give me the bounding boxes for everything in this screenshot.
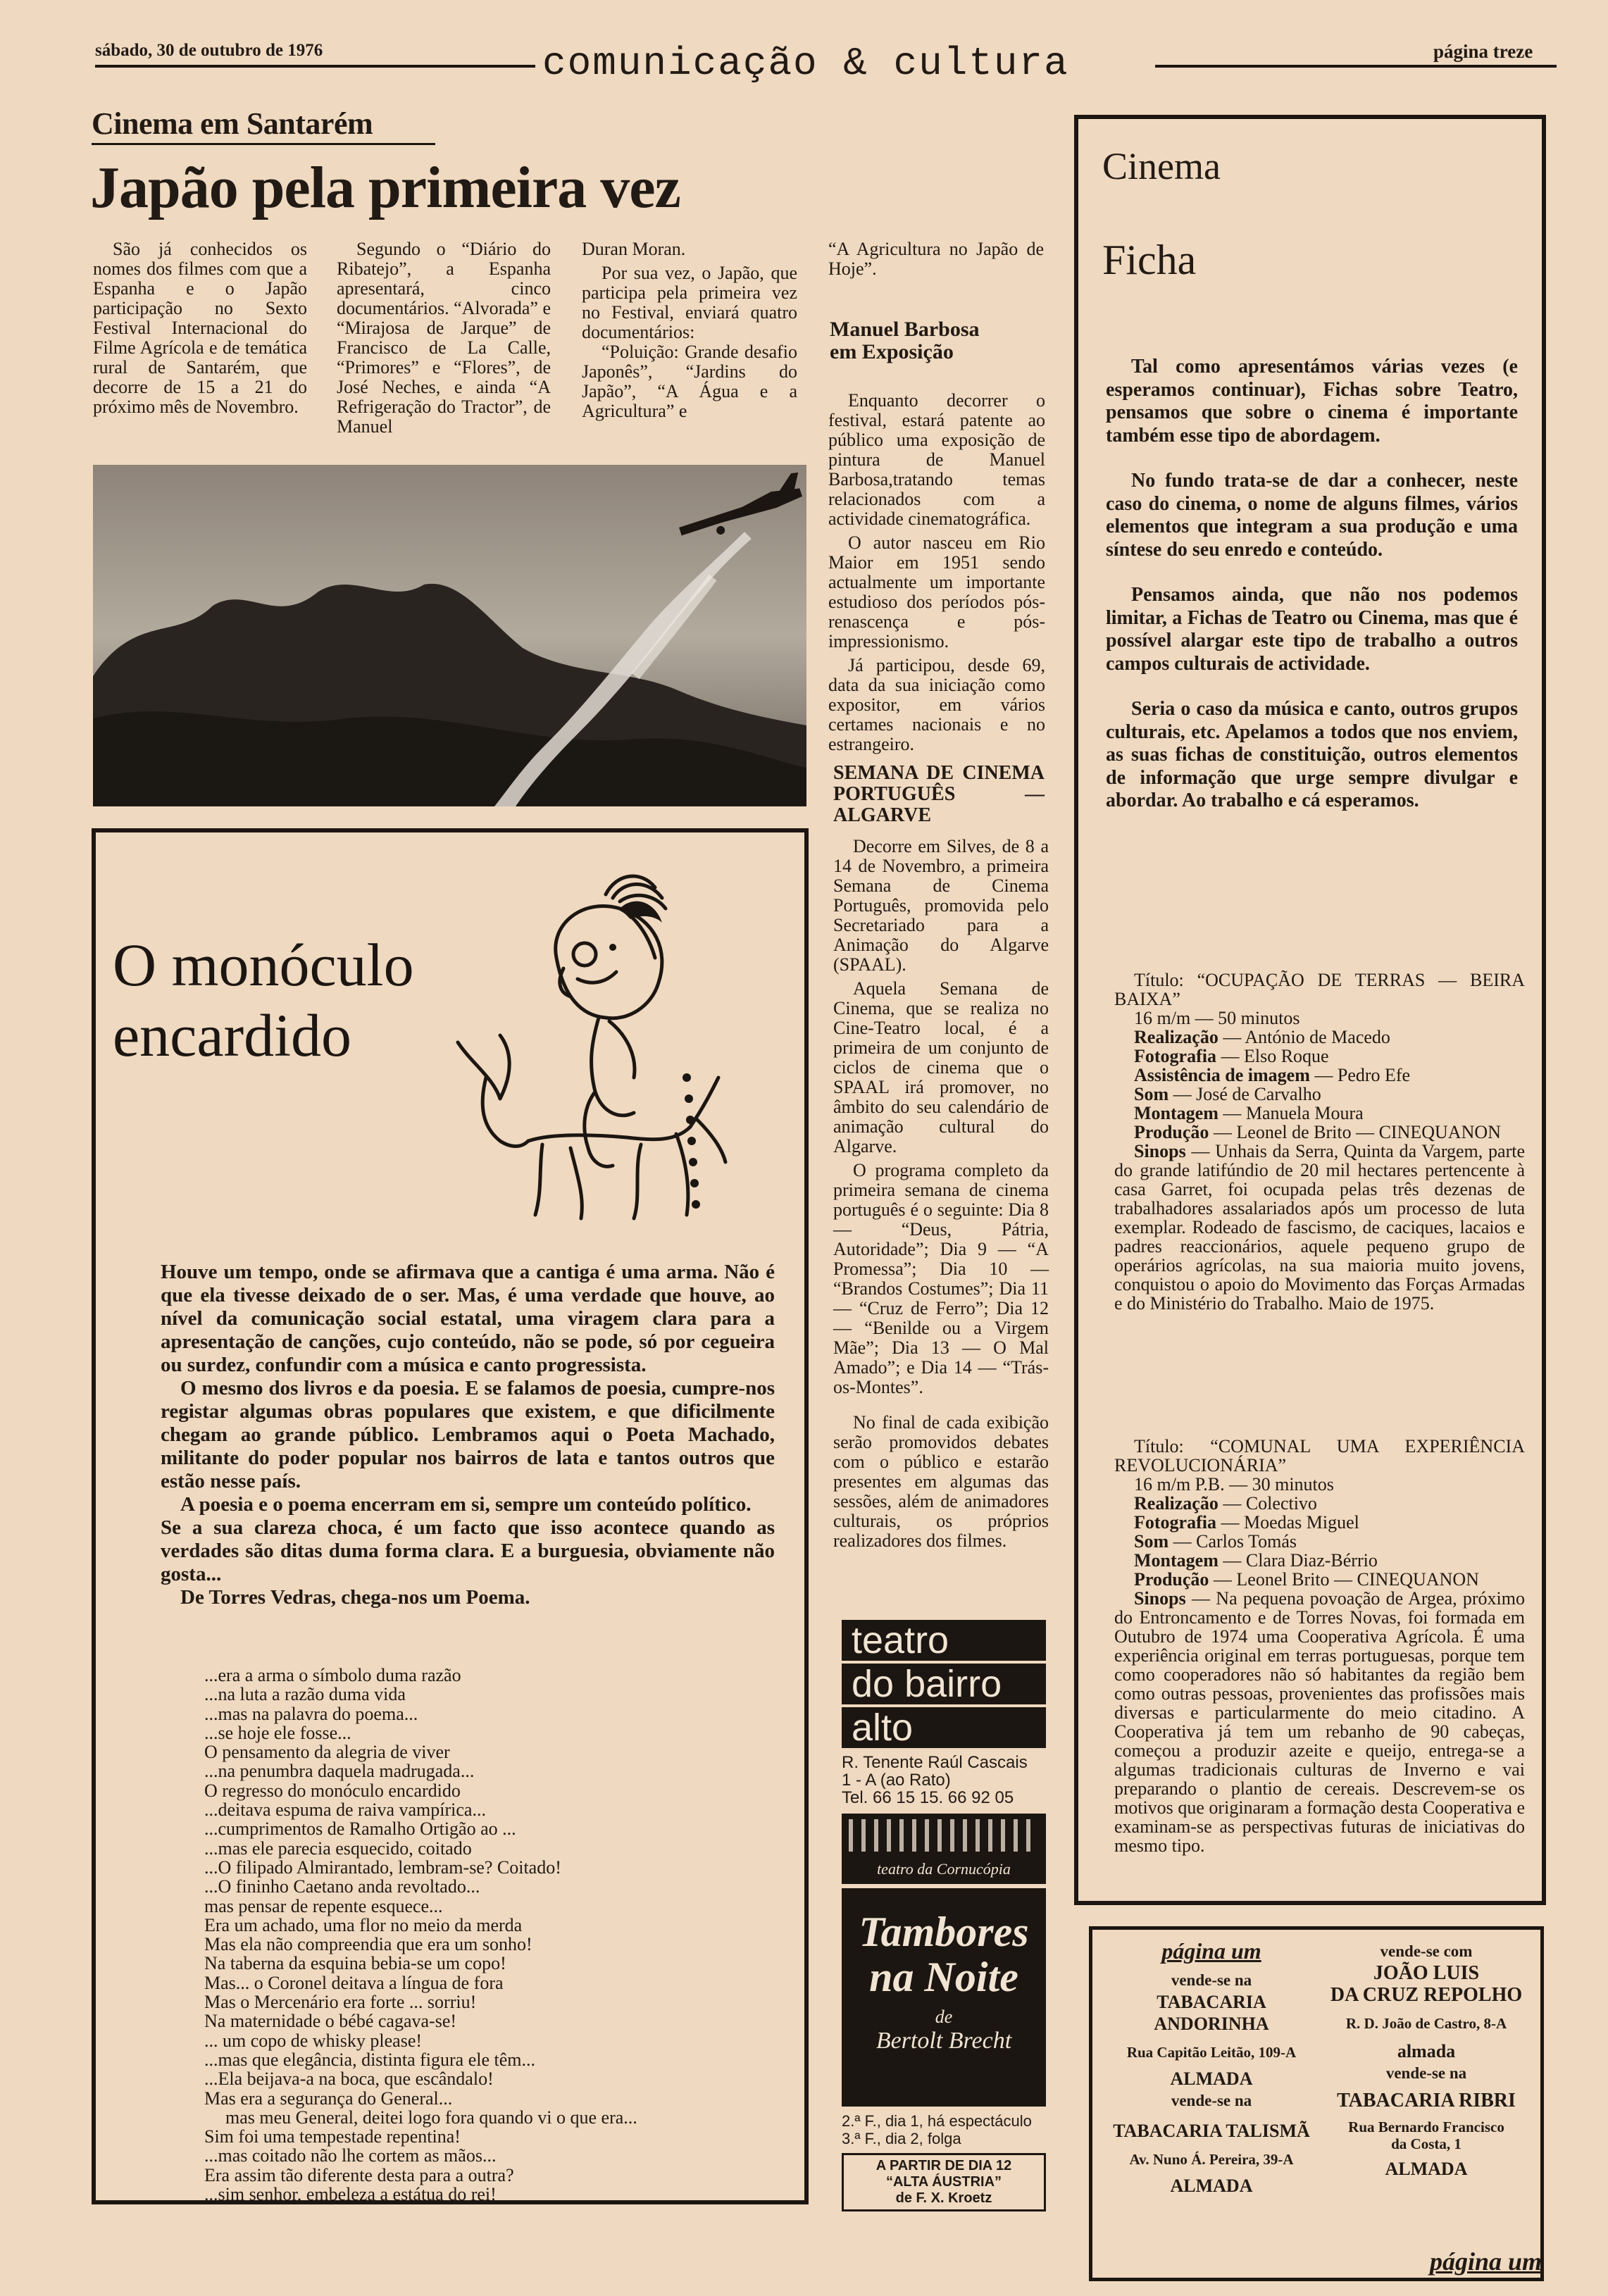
sales-line: TABACARIA TALISMÃ (1113, 2121, 1310, 2141)
poem-line: Na taberna da esquina bebia-se um copo! (204, 1953, 506, 1974)
credit-value: — Elso Roque (1216, 1046, 1329, 1066)
schedule-line: 3.ª F., dia 2, folga (842, 2130, 961, 2147)
title-line: encardido (113, 1002, 352, 1069)
credit-label: Fotografia (1134, 1512, 1216, 1533)
poem-line: Mas... o Coronel deitava a língua de fora (204, 1972, 504, 1993)
monoculo-title (113, 930, 414, 1071)
credit-value: — Clara Diaz-Bérrio (1218, 1550, 1378, 1571)
monoculo-body (161, 1261, 775, 1609)
play-title-line: Tambores (859, 1909, 1029, 1955)
credit-label: Sinops (1134, 1141, 1186, 1161)
sales-line: almada (1397, 2041, 1456, 2061)
teatro-name-line: do bairro (842, 1664, 1046, 1704)
paragraph: De Torres Vedras, chega-nos um Poema. (180, 1586, 530, 1609)
credit-value: — Moedas Miguel (1216, 1512, 1359, 1533)
film-title: Título: “OCUPAÇÃO DE TERRAS — BEIRA BAIXA” (1114, 970, 1525, 1009)
paragraph: O programa completo da primeira semana de cinema português é o seguinte: Dia 8 — “Deus, Pátria, Autoridade”; Dia 9 — “A Promessa”; Dia 10 — “Brandos Costumes”; Dia 11 — “Cruz de Ferro”; Dia 12 — “Benilde ou a Virgem Mãe”; Dia 13 — O Mal Amado”; e Dia 14 — “Trás-os-Montes”. (833, 1160, 1049, 1397)
sales-line: Rua Capitão Leitão, 109-A (1126, 2044, 1297, 2061)
credit-label: Montagem (1134, 1550, 1219, 1571)
credit-label: Produção (1134, 1569, 1209, 1590)
header-rule-left (95, 65, 535, 68)
paragraph: No fundo trata-se de dar a conhecer, neste caso do cinema, o nome de alguns filmes, vários elementos que integram a sua produção e uma síntese do seu enredo e conteúdo. (1106, 470, 1518, 561)
poem-line: ...sim senhor, embeleza a estátua do rei! (204, 2184, 497, 2205)
credit-value: — José de Carvalho (1168, 1084, 1321, 1104)
poem-line: ...mas na palavra do poema... (204, 1703, 418, 1724)
poem-line: ... um copo de whisky please! (204, 2030, 423, 2051)
article-col-4 (828, 239, 1044, 283)
headline: Japão pela primeira vez (90, 155, 680, 220)
poem-line: mas meu General, deitei logo fora quando vi o que era... (225, 2107, 637, 2128)
credit-value: — Manuela Moura (1218, 1103, 1364, 1123)
credit-label: Som (1134, 1084, 1169, 1104)
poem-line: ...deitava espuma de raiva vampírica... (204, 1799, 486, 1821)
film-credit (1114, 1104, 1525, 1123)
schedule (842, 2112, 1046, 2147)
poem-line: ...na luta a razão duma vida (204, 1684, 406, 1705)
credit-value: — Pedro Efe (1309, 1065, 1411, 1085)
title-line: Manuel Barbosa (830, 318, 980, 341)
barbosa-body (828, 391, 1045, 759)
header-rule-right (1155, 65, 1557, 68)
poem-line: ...mas coitado não lhe cortem as mãos... (204, 2145, 497, 2166)
paragraph: Tal como apresentámos várias vezes (e esperamos continuar), Fichas sobre Teatro, pensamos que sobre o cinema é importante também esse tipo de abordagem. (1106, 356, 1518, 447)
paragraph: Se a sua clareza choca, é um facto que isso acontece quando as verdades são ditas duma forma clara. E a burguesia, obviamente não gosta... (161, 1516, 775, 1585)
teatro-name (842, 1620, 1046, 1748)
next-line: de F. X. Kroetz (895, 2190, 992, 2206)
film-format: 16 m/m P.B. — 30 minutos (1134, 1474, 1334, 1495)
sales-line: R. D. João de Castro, 8-A (1345, 2015, 1507, 2032)
article-col-2 (337, 239, 551, 441)
film-credit (1114, 1028, 1525, 1047)
film-format: 16 m/m — 50 minutos (1134, 1008, 1300, 1028)
paragraph: Duran Moran. (582, 239, 686, 259)
paragraph: “Poluição: Grande desafio Japonês”, “Jardins do Japão”, “A Água e a Agricultura” e (582, 342, 797, 421)
play-title-line: na Noite (869, 1954, 1018, 2000)
sales-line: vende-se na (1171, 2092, 1252, 2109)
sales-line: ALMADA (1170, 2176, 1253, 2196)
film-synopsis (1114, 1589, 1525, 1855)
sales-line: vende-se na (1171, 1971, 1252, 1989)
poem-line: O pensamento da alegria de viver (204, 1742, 450, 1763)
ficha-film-1 (1114, 971, 1525, 1313)
schedule-line: 2.ª F., dia 1, há espectáculo (842, 2112, 1032, 2130)
paragraph: Enquanto decorrer o festival, estará patente ao público uma exposição de pintura de Manuel Barbosa,tratando temas relacionados com a actividade cinematográfica. (828, 390, 1045, 529)
footer-logo: página um (1430, 2247, 1542, 2276)
film-credit (1114, 1513, 1525, 1532)
paragraph: Pensamos ainda, que não nos podemos limitar, a Fichas de Teatro ou Cinema, mas que é possível alargar este tipo de trabalho a outros campos culturais de actividade. (1106, 584, 1518, 675)
sales-line: JOÃO LUIS (1373, 1962, 1480, 1984)
paragraph: Segundo o “Diário do Ribatejo”, a Espanha apresentará, cinco documentários. “Alvorada” e “Mirajosa de Jarque” de Francisco de La Calle, “Primores” e “Flores”, de José Neches, e ainda “A Refrigeração do Tractor”, de Manuel (337, 239, 551, 437)
header-date: sábado, 30 de outubro de 1976 (95, 41, 323, 60)
paragraph: Houve um tempo, onde se afirmava que a cantiga é uma arma. Não é que ela tivesse deixado de o ser. Mas, é uma verdade que houve, ao nível da comunicação social estatal, uma viragem clara para a apresentação de canções, cujo conteúdo, não se pode, só por cegueira ou surdez, confundir com a música e canto progressista. (161, 1261, 775, 1376)
poem-line: mas pensar de repente esquece... (204, 1895, 443, 1916)
film-credit (1114, 1551, 1525, 1570)
header-page: página treze (1433, 41, 1533, 62)
kicker-rule (92, 143, 435, 145)
title-line: O monóculo (113, 931, 414, 999)
address-line: R. Tenente Raúl Cascais (842, 1753, 1028, 1772)
credit-value: — Colectivo (1218, 1493, 1317, 1514)
kicker: Cinema em Santarém (92, 106, 373, 141)
credit-label: Realização (1134, 1493, 1219, 1514)
poem-line: Mas ela não compreendia que era um sonho! (204, 1934, 532, 1955)
poem-line: Era um achado, uma flor no meio da merda (204, 1914, 523, 1935)
poem-line: Sim foi uma tempestade repentina! (204, 2126, 461, 2147)
teatro-address (842, 1754, 1046, 1807)
credit-value: — Leonel Brito — CINEQUANON (1209, 1569, 1479, 1590)
film-credit (1114, 1532, 1525, 1551)
poem-line: ...mas que elegância, distinta figura ele têm... (204, 2049, 535, 2070)
paragraph: No final de cada exibição serão promovidos debates com o público e estarão presentes em algumas das sessões, além de animadores culturais, os próprios realizadores dos filmes. (833, 1412, 1049, 1551)
caricature-illustration (444, 866, 740, 1233)
paragraph: Seria o caso da música e canto, outros grupos culturais, etc. Apelamos a todos que nos enviem, as suas fichas de constituição, outros elementos de informação que urge sempre divulgar e abordar. Ao trabalho e cá esperamos. (1106, 698, 1518, 811)
credit-label: Montagem (1134, 1103, 1219, 1123)
credit-value: — Unhais da Serra, Quinta da Vargem, parte do grande latifúndio de 20 mil hectares pertencente à casa Garret, foi ocupada pelas três dezenas de trabalhadores assalariados após um processo de luta exemplar. Rodeado de fascismo, de caciques, lacaios e padres reaccionários, aquele pequeno grupo de operários agrícolas, na sua maioria muito jovens, conquistou o apoio do Movimento das Forças Armadas e do Ministério do Trabalho. Maio de 1975. (1114, 1141, 1525, 1314)
address-line: 1 - A (ao Rato) (842, 1771, 951, 1790)
poem-line: ...cumprimentos de Ramalho Ortigão ao ... (204, 1818, 516, 1840)
ficha-intro (1106, 356, 1518, 813)
article-col-1 (93, 239, 307, 421)
sales-line: DA CRUZ REPOLHO (1330, 1984, 1523, 2006)
film-credit (1114, 1066, 1525, 1085)
poem-line: O regresso do monóculo encardido (204, 1780, 461, 1801)
sales-line: TABACARIA RIBRI (1337, 2090, 1516, 2111)
film-synopsis (1114, 1142, 1525, 1313)
crop-duster-photo (93, 465, 806, 806)
play-by: de (935, 2007, 953, 2027)
poem-line: ...Ela beijava-a na boca, que escândalo! (204, 2069, 494, 2090)
sales-line: ALMADA (1170, 2069, 1253, 2089)
credit-label: Fotografia (1134, 1046, 1216, 1066)
semana-body (833, 837, 1049, 1555)
poem-line: ...mas ele parecia esquecido, coitado (204, 1838, 472, 1859)
sales-line: Av. Nuno Á. Pereira, 39-A (1129, 2151, 1294, 2168)
credit-label: Som (1134, 1531, 1169, 1552)
credit-value: — António de Macedo (1218, 1027, 1390, 1047)
poem-line: ...O fininho Caetano anda revoltado... (204, 1876, 480, 1897)
poem-line: Mas o Mercenário era forte ... sorriu! (204, 1992, 477, 2013)
sales-line: vende-se com (1380, 1942, 1473, 1960)
paragraph: Já participou, desde 69, data da sua iniciação como expositor, em vários certames nacionais e no estrangeiro. (828, 655, 1045, 754)
cornucopia-name: teatro da Cornucópia (877, 1860, 1011, 1878)
sales-left (1099, 1940, 1324, 2197)
pagina-um-logo: página um (1161, 1938, 1261, 1964)
paragraph: O mesmo dos livros e da poesia. E se falamos de poesia, cumpre-nos registar algumas obras populares que existem, e que dificilmente chegam ao grande público. Lembramos aqui o Poeta Machado, militante do poder popular nos bairros de lata e tantos outros que estão nesse país. (161, 1377, 775, 1492)
film-credit (1114, 1570, 1525, 1589)
credit-label: Sinops (1134, 1588, 1186, 1609)
sales-right (1324, 1940, 1528, 2180)
poem (204, 1666, 782, 2204)
credit-label: Realização (1134, 1027, 1219, 1047)
credit-label: Assistência de imagem (1134, 1065, 1310, 1085)
sales-line: Rua Bernardo Francisco (1348, 2119, 1504, 2135)
paragraph: A poesia e o poema encerram em si, sempre um conteúdo político. (180, 1493, 752, 1516)
sales-line: vende-se na (1385, 2064, 1467, 2082)
sales-line: da Costa, 1 (1391, 2135, 1461, 2152)
paragraph: Decorre em Silves, de 8 a 14 de Novembro, a primeira Semana de Cinema Português, promovida pelo Secretariado para a Animação do Algarve (SPAAL). (833, 836, 1049, 975)
credit-value: — Na pequena povoação de Argea, próximo do Entroncamento e de Torres Novas, foi formada em Outubro de 1974 uma Cooperativa Agrícola. É uma experiência original em terras portuguesas, porque tem como cooperadores não só habitantes da região bem como outras pessoas, provenientes das profissões mais diversas e particularmente do meio citadino. A Cooperativa já tem um rebanho de 90 cabeças, começou a produzir azeite e queijo, entrega-se a algumas tradicionais culturas de Inverno e vai preparando o plantio de cereais. Descrevem-se os motivos que originaram a formação desta Cooperativa e examinam-se as perspectivas futuras de iniciativas do mesmo tipo. (1114, 1588, 1525, 1856)
ficha-title-cinema: Cinema (1102, 145, 1221, 187)
film-credit (1114, 1047, 1525, 1066)
semana-title: SEMANA DE CINEMA PORTUGUÊS — ALGARVE (833, 762, 1045, 826)
credit-value: — Leonel de Brito — CINEQUANON (1209, 1122, 1501, 1142)
poem-line: ...era a arma o símbolo duma razão (204, 1665, 461, 1685)
poem-line: ...O filipado Almirantado, lembram-se? Coitado! (204, 1857, 561, 1878)
next-line: A PARTIR DE DIA 12 (875, 2158, 1012, 2173)
crowd-figures (849, 1819, 1039, 1852)
paragraph: “A Agricultura no Japão de Hoje”. (828, 239, 1044, 279)
paragraph: O autor nasceu em Rio Maior em 1951 sendo actualmente um importante estudioso dos períodos pós-renascença e pós-impressionismo. (828, 532, 1045, 651)
section-title: comunicação & cultura (542, 41, 1069, 86)
film-credit (1114, 1085, 1525, 1104)
cornucopia-banner (842, 1814, 1046, 1884)
ficha-film-2 (1114, 1437, 1525, 1855)
sales-line: ALMADA (1385, 2159, 1468, 2179)
poem-line: Na maternidade o bébé cagava-se! (204, 2011, 457, 2032)
poem-line: Mas era a segurança do General... (204, 2088, 453, 2109)
paragraph: Por sua vez, o Japão, que participa pela primeira vez no Festival, enviará quatro documentários: (582, 263, 797, 342)
teatro-name-line: alto (842, 1707, 1046, 1748)
credit-value: — Carlos Tomás (1168, 1531, 1297, 1552)
next-play-box (842, 2153, 1046, 2211)
teatro-name-line: teatro (842, 1620, 1046, 1661)
film-credit (1114, 1123, 1525, 1142)
ficha-title-ficha: Ficha (1102, 237, 1197, 283)
barbosa-title (830, 318, 980, 363)
play-poster (842, 1888, 1046, 2107)
poem-line: Era assim tão diferente desta para a outra? (204, 2164, 514, 2185)
teatro-ad (842, 1620, 1046, 2211)
play-author: Bertolt Brecht (875, 2028, 1012, 2054)
poem-line: ...se hoje ele fosse... (204, 1722, 351, 1743)
film-title: Título: “COMUNAL UMA EXPERIÊNCIA REVOLUCIONÁRIA” (1114, 1436, 1525, 1475)
poem-line: ...na penumbra daquela madrugada... (204, 1761, 475, 1782)
article-col-3 (582, 239, 797, 425)
phone: Tel. 66 15 15. 66 92 05 (842, 1788, 1014, 1807)
paragraph: Aquela Semana de Cinema, que se realiza no Cine-Teatro local, é a primeira de um conjunto de ciclos de cinema que o SPAAL irá promover, no âmbito do seu calendário de animação cultural do Algarve. (833, 978, 1049, 1156)
title-line: em Exposição (830, 340, 954, 363)
credit-label: Produção (1134, 1122, 1209, 1142)
play-title (842, 1909, 1046, 1999)
paragraph: São já conhecidos os nomes dos filmes com que a Espanha e o Japão participação no Sexto Festival Internacional do Filme Agrícola e de temática rural de Santarém, que decorre de 15 a 21 do próximo mês de Novembro. (93, 239, 307, 417)
sales-line: TABACARIA ANDORINHA (1154, 1992, 1269, 2034)
next-line: “ALTA ÁUSTRIA” (885, 2174, 1002, 2190)
film-credit (1114, 1494, 1525, 1513)
